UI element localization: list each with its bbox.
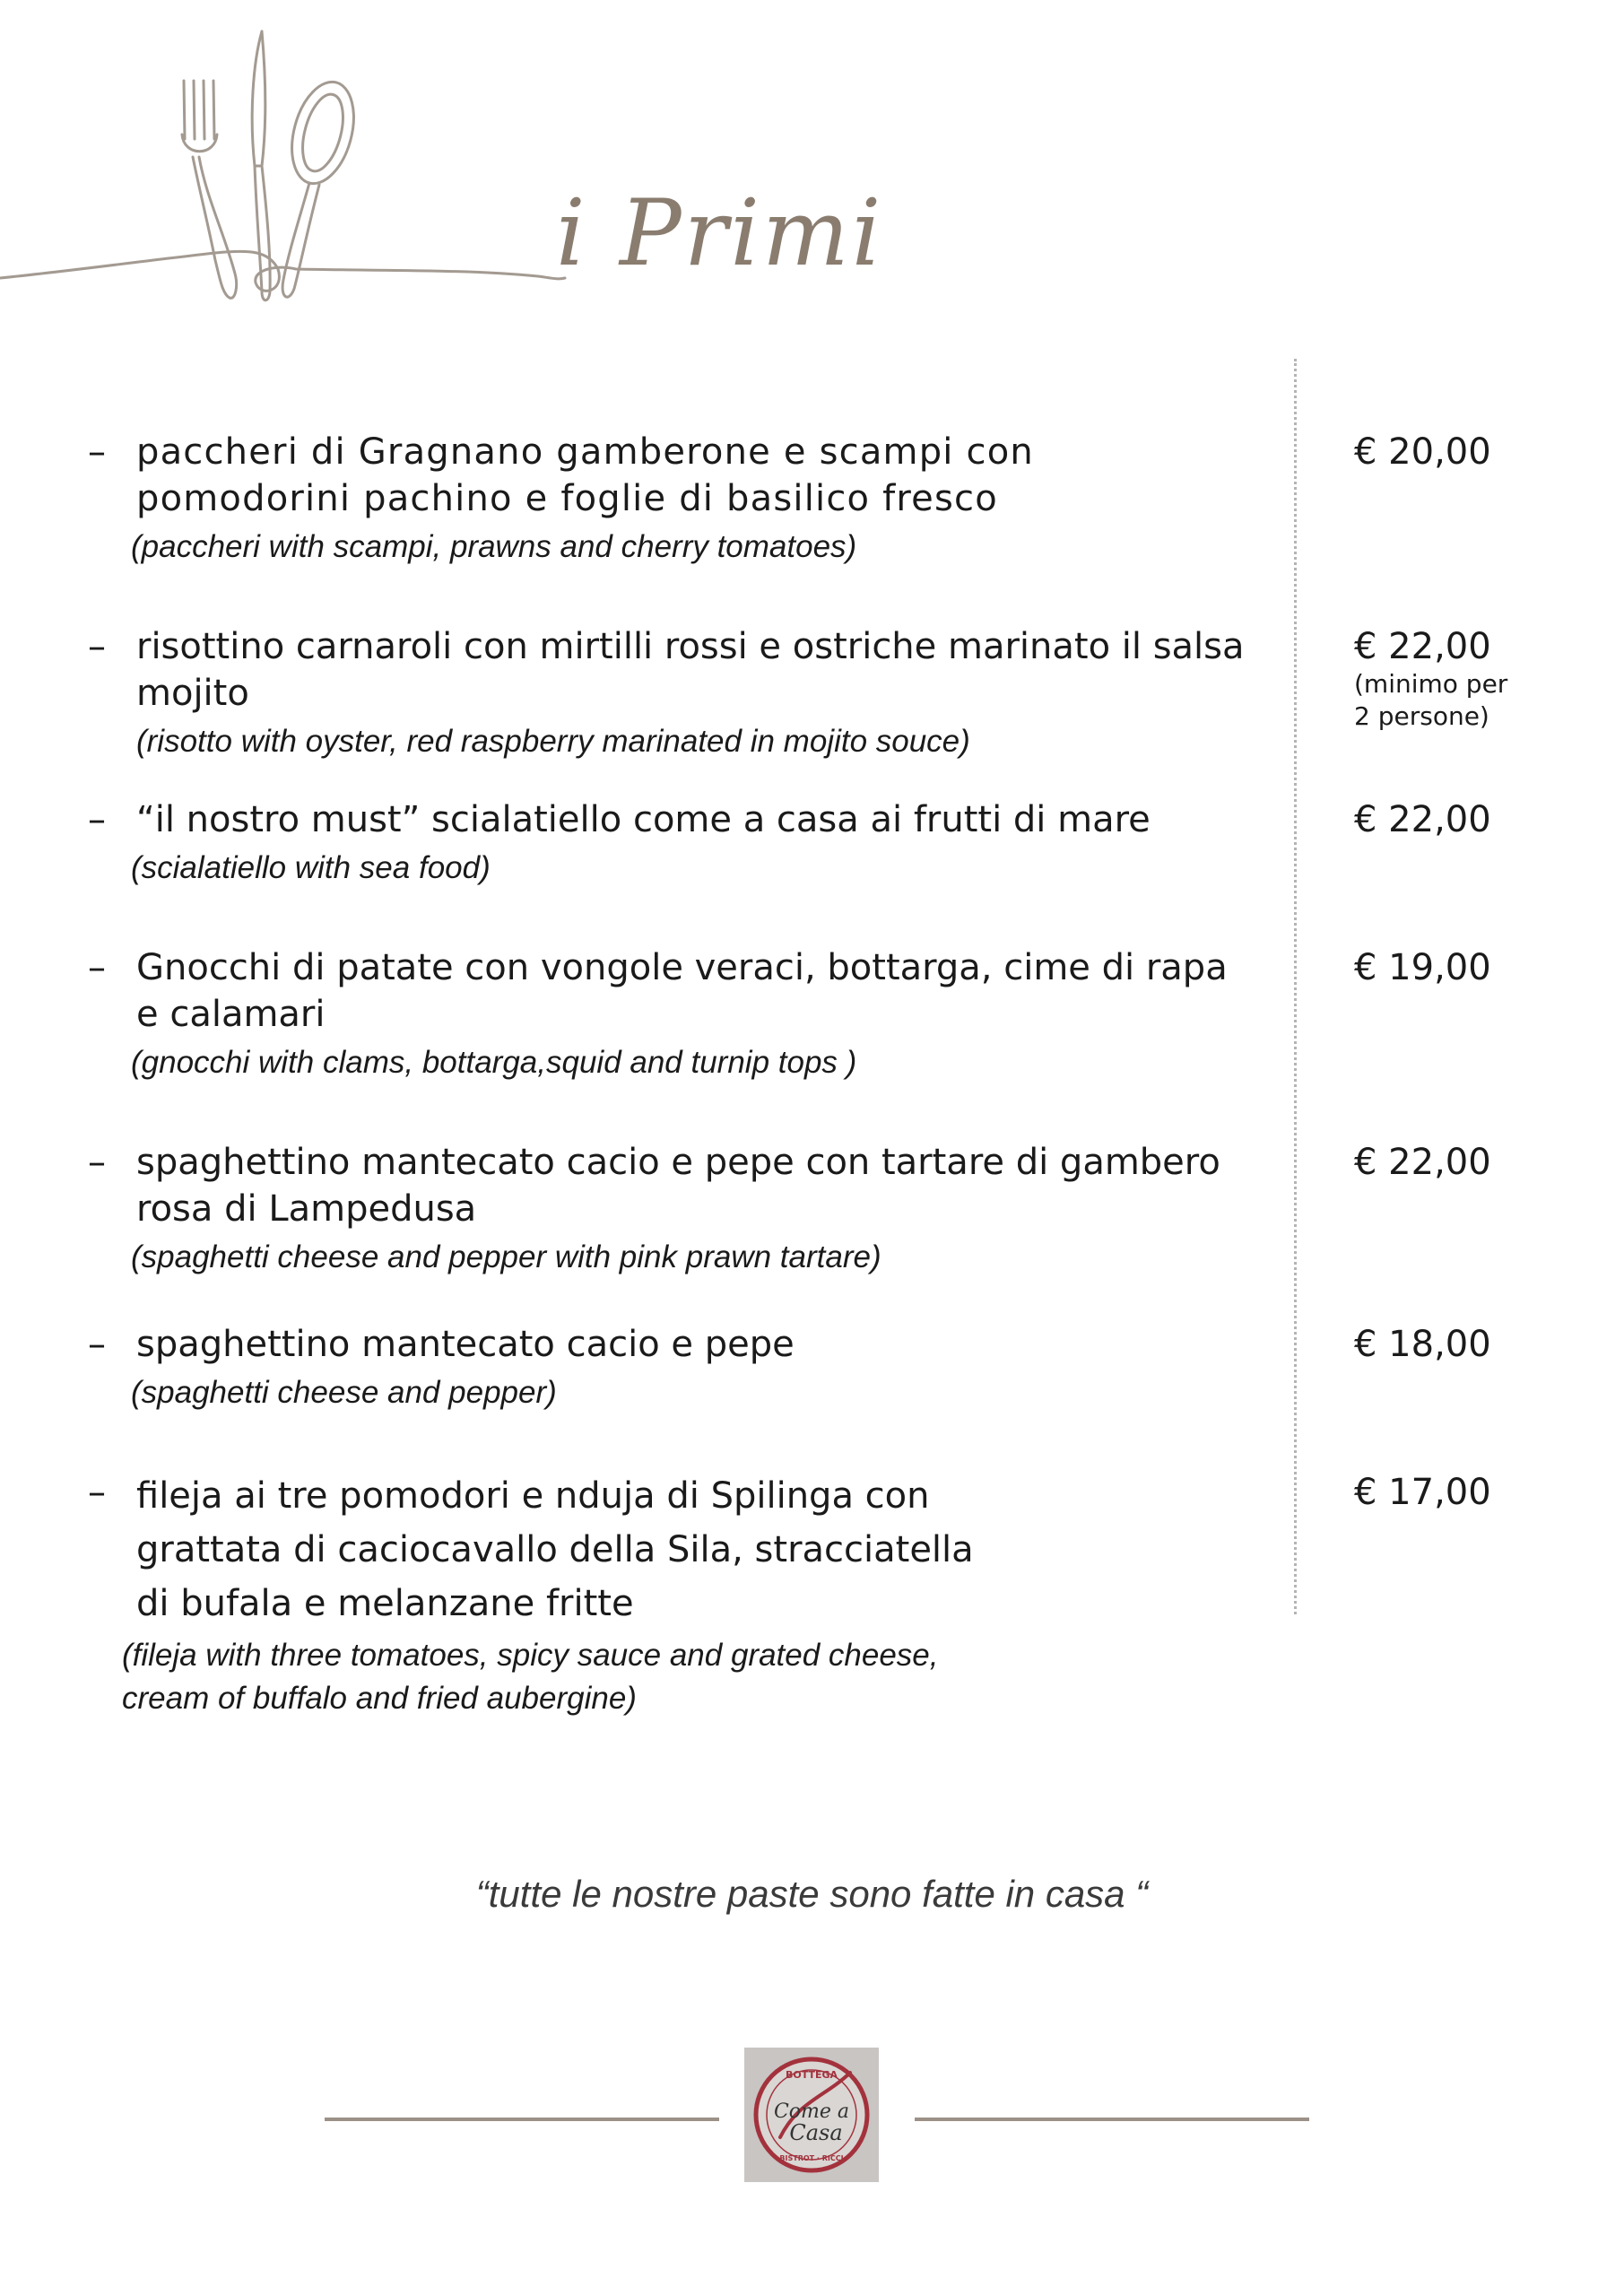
- dish-name: “il nostro must” scialatiello come a casa ai frutti di mare: [136, 799, 1151, 840]
- price-note: (minimo per 2 persone): [1354, 669, 1508, 731]
- logo-name-line2: Casa: [789, 2120, 843, 2145]
- dish-name: Gnocchi di patate con vongole veraci, bottarga, cime di rapa e calamari: [136, 947, 1228, 1035]
- page-title: i Primi: [556, 180, 884, 287]
- menu-item: [88, 1469, 1612, 1720]
- dish-name: spaghettino mantecato cacio e pepe: [136, 1324, 795, 1365]
- logo-top-text: BOTTEGA: [785, 2069, 838, 2081]
- fork-icon: [182, 81, 237, 298]
- divider-line: [915, 2118, 1309, 2121]
- dish-price: € 18,00: [1354, 1324, 1491, 1365]
- menu-item: [88, 623, 1612, 763]
- dish-description: (spaghetti cheese and pepper): [131, 1375, 557, 1410]
- dish-description: (gnocchi with clams, bottarga,squid and turnip tops ): [131, 1045, 857, 1080]
- dish-price: € 22,00: [1354, 1142, 1491, 1183]
- menu-item: [88, 1321, 1612, 1414]
- menu-item: [88, 1139, 1612, 1279]
- bullet-dash: –: [88, 431, 106, 473]
- menu-item: [88, 944, 1612, 1084]
- dish-description: (fileja with three tomatoes, spicy sauce and grated cheese, cream of buffalo and fried aubergine): [122, 1638, 939, 1716]
- dish-description: (paccheri with scampi, prawns and cherry tomatoes): [131, 529, 857, 564]
- dish-description: (risotto with oyster, red raspberry marinated in mojito souce): [136, 724, 970, 759]
- bullet-dash: –: [88, 1142, 106, 1183]
- bullet-dash: –: [88, 1472, 106, 1513]
- dish-price: € 19,00: [1354, 947, 1491, 988]
- dish-description: (scialatiello with sea food): [131, 850, 491, 885]
- dish-name: paccheri di Gragnano gamberone e scampi con pomodorini pachino e foglie di basilico fresco: [136, 431, 1034, 519]
- bullet-dash: –: [88, 799, 106, 840]
- dish-description: (spaghetti cheese and pepper with pink prawn tartare): [131, 1239, 881, 1274]
- brand-logo: [744, 2048, 879, 2182]
- dish-price: € 17,00: [1354, 1472, 1491, 1513]
- knife-icon: [252, 31, 270, 300]
- footer-note: “tutte le nostre paste sono fatte in casa “: [475, 1873, 1149, 1915]
- bullet-dash: –: [88, 1324, 106, 1365]
- spoon-icon: [282, 75, 364, 297]
- bullet-dash: –: [88, 626, 106, 667]
- dish-price: € 22,00: [1354, 799, 1491, 840]
- dish-price: € 22,00: [1354, 626, 1491, 667]
- dish-name: spaghettino mantecato cacio e pepe con tartare di gambero rosa di Lampedusa: [136, 1142, 1220, 1230]
- logo-name-line1: Come a: [773, 2100, 850, 2123]
- menu-item: [88, 796, 1612, 890]
- dish-name: risottino carnaroli con mirtilli rossi e ostriche marinato il salsa mojito: [136, 626, 1245, 714]
- divider-line: [325, 2118, 719, 2121]
- dish-price: € 20,00: [1354, 431, 1491, 473]
- bullet-dash: –: [88, 947, 106, 988]
- logo-bottom-text: BISTROT · RICCI: [779, 2154, 844, 2162]
- dish-name: fileja ai tre pomodori e nduja di Spilinga con grattata di caciocavallo della Sila, stracciatella di bufala e melanzane fritte: [136, 1475, 974, 1624]
- menu-item: [88, 429, 1612, 569]
